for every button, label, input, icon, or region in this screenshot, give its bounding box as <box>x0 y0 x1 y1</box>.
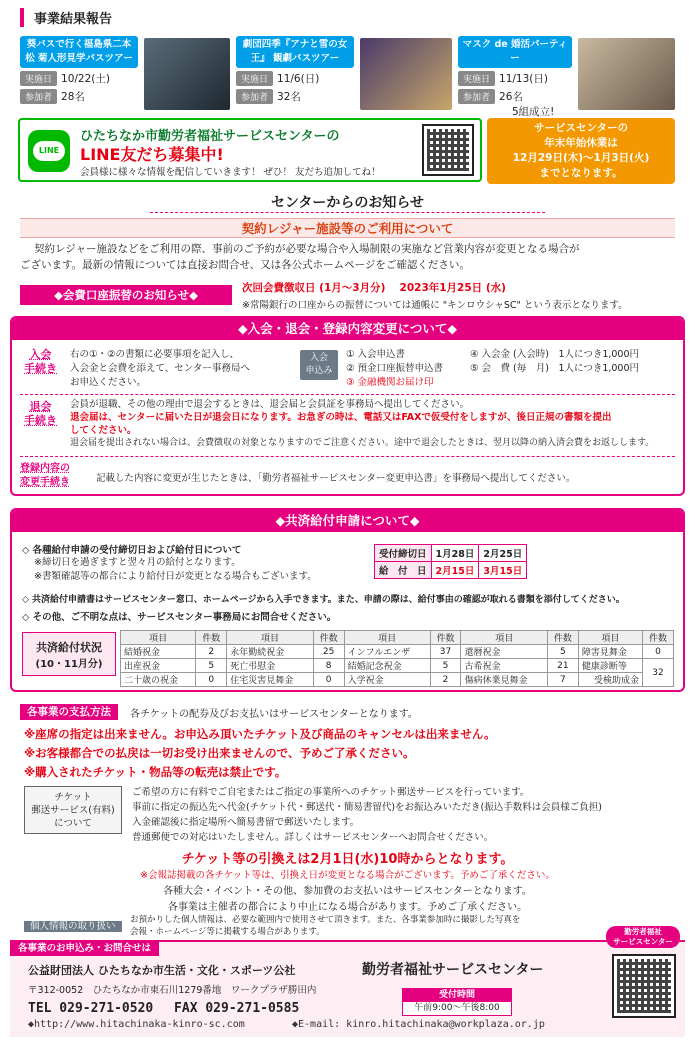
join-text-1: 右の①・②の書類に必要事項を記入し、 <box>70 349 240 360</box>
benefit-date-table <box>374 544 527 579</box>
doc-1: ① 入会申込書 <box>346 349 406 360</box>
count: 5 <box>547 645 578 659</box>
line-title-1: ひたちなか市勤労者福祉サービスセンターの <box>80 129 340 144</box>
event-date: 11/13(日) <box>499 73 548 85</box>
item: 結婚記念祝金 <box>344 659 430 673</box>
apply-tag <box>300 350 338 380</box>
count-label: 参加者 <box>458 89 495 104</box>
svc-text-1: ご希望の方に有料でご自宅またはご指定の事業所へのチケット郵送サービスを行っています。 <box>132 787 530 798</box>
date-label: 実施日 <box>458 71 495 86</box>
deadline-1: 1月28日 <box>431 545 479 562</box>
svc-2: 郵送サービス(有料) <box>31 805 115 816</box>
table-row <box>121 645 674 659</box>
note-2: 各事業は主催者の都合により中止になる場合があります。予めご了承ください。 <box>167 902 528 913</box>
item: 障害見舞金 <box>578 645 642 659</box>
hours-value: 午前9:00～午後8:00 <box>414 1003 500 1013</box>
col-item: 項目 <box>121 631 196 645</box>
item: 受検助成金 <box>578 673 642 687</box>
count: 5 <box>430 659 461 673</box>
privacy-text-2: 会報・ホームページ等に掲載する場合があります。 <box>130 927 325 937</box>
count: 2 <box>430 673 461 687</box>
doc-3: ③ 金融機関お届け印 <box>346 377 434 388</box>
warning-2: ※お客様都合での払戻は一切お受け出来ませんので、予めご了承ください。 <box>24 746 415 760</box>
item: 還暦祝金 <box>461 645 547 659</box>
hours-box <box>402 988 512 1016</box>
leave-label <box>24 400 57 428</box>
event-card-1 <box>20 36 138 104</box>
item: 入学祝金 <box>344 673 430 687</box>
benefit-b3: ◇ その他、ご不明な点は、サービスセンター事務局にお問合せください。 <box>22 612 337 623</box>
count: 25 <box>313 645 344 659</box>
item: 出産祝金 <box>121 659 196 673</box>
deadline-header: 受付締切日 <box>375 545 432 562</box>
event-name: 劇団四季『アナと雪の女王』 観劇バスツアー <box>236 36 354 68</box>
event-card-2 <box>236 36 354 104</box>
join-label-1: 入会 <box>29 348 52 361</box>
col-item: 項目 <box>227 631 313 645</box>
change-text: 記載した内容に変更が生じたときは、「勤労者福祉サービスセンター変更申込書」を事務局へ提出してください。 <box>96 473 576 484</box>
exchange-note: ※会報誌掲載の各チケット等は、引換え日が変更となる場合がございます。予めご了承ください。 <box>140 870 555 881</box>
count: 2 <box>196 645 227 659</box>
privacy-section <box>24 919 122 934</box>
org-name: 勤労者福祉サービスセンター <box>362 962 544 978</box>
benefit-b2: ◇ 共済給付申請書はサービスセンター窓口、ホームページから入手できます。また、申請の際は、給付事由の確認が取れる書類を添付してください。 <box>22 595 625 605</box>
event-count: 32名 <box>277 91 301 103</box>
count: 0 <box>196 673 227 687</box>
notice-title: センターからのお知らせ <box>270 195 425 211</box>
pay-header: 給 付 日 <box>375 562 432 579</box>
line-logo <box>28 130 70 172</box>
count: 7 <box>547 673 578 687</box>
fee-item-1: ④ 入会金 (入会時) 1人につき1,000円 <box>470 349 640 360</box>
count: 8 <box>313 659 344 673</box>
svc-text-2: 事前に指定の振込先へ代金(チケット代・郵送代・簡易書留代)をお振込みいただき(振込手数料は会員様ご負担) <box>132 802 602 813</box>
svc-3: について <box>54 818 92 829</box>
benefit-b1a: ※締切日を過ぎますと翌々月の給付となります。 <box>34 557 241 568</box>
warning-3: ※購入されたチケット・物品等の転売は禁止です。 <box>24 765 287 779</box>
col-item: 項目 <box>578 631 642 645</box>
membership-box <box>10 316 685 496</box>
col-item: 項目 <box>461 631 547 645</box>
event-count: 28名 <box>61 91 85 103</box>
leave-text-3: してください。 <box>70 425 137 436</box>
fee-date: 次回会費徴収日 (1月～3月分) 2023年1月25日 (水) <box>242 282 506 294</box>
event-card-3 <box>458 36 572 119</box>
fee-list <box>470 348 639 376</box>
report-title: 事業結果報告 <box>20 8 112 27</box>
payment-intro: 各チケットの配券及びお支払いはサービスセンターとなります。 <box>130 708 418 720</box>
lease-title: 契約レジャー施設等のご利用について <box>20 218 675 238</box>
notice-divider <box>150 212 545 213</box>
count: 5 <box>196 659 227 673</box>
hours-label: 受付時間 <box>403 989 511 1002</box>
count-label: 参加者 <box>20 89 57 104</box>
svc-text-4: 普通郵便での対応はいたしません。詳しくはサービスセンターへお問合せください。 <box>132 832 494 843</box>
footer-head: 各事業のお申込み・お問合せは <box>10 942 159 956</box>
line-promo-box <box>18 118 482 182</box>
leave-text-4: 退会届を提出されない場合は、会費徴収の対象となりますのでご注意ください。途中で退会したときは、翌月以降の納入済会費をお返しします。 <box>70 438 655 448</box>
col-count: 件数 <box>547 631 578 645</box>
line-logo-text: LINE <box>33 141 65 161</box>
join-label <box>24 348 57 376</box>
footer-qr-code[interactable] <box>612 954 676 1018</box>
deadline-2: 2月25日 <box>479 545 527 562</box>
item: 傷病休業見舞金 <box>461 673 547 687</box>
table-row <box>121 673 674 687</box>
doc-list <box>346 348 443 390</box>
line-title-2: LINE友だち募集中! <box>80 145 224 164</box>
payment-heading <box>20 704 418 720</box>
change-label-1: 登録内容の <box>20 463 70 474</box>
event-photo-party <box>578 38 675 110</box>
privacy-text-1: お預かりした個人情報は、必要な範囲内で使用させて頂きます。また、各事業参加時に撮影した写真を <box>130 915 521 925</box>
leave-label-2: 手続き <box>24 414 57 427</box>
warning-1: ※座席の指定は出来ません。お申込み頂いたチケット及び商品のキャンセルは出来ません。 <box>24 727 496 741</box>
privacy-tag: 個人情報の取り扱い <box>24 921 122 932</box>
doc-2: ② 預金口座振替申込書 <box>346 363 444 374</box>
count: 0 <box>643 645 674 659</box>
event-date: 11/6(日) <box>277 73 320 85</box>
join-label-2: 手続き <box>24 362 57 375</box>
item: 古希祝金 <box>461 659 547 673</box>
date-label: 実施日 <box>20 71 57 86</box>
holiday-line-4: までとなります。 <box>539 167 623 179</box>
count: 21 <box>547 659 578 673</box>
badge-1: 勤労者福祉 <box>624 927 662 936</box>
leave-label-1: 退会 <box>29 400 52 413</box>
item: 二十歳の祝金 <box>121 673 196 687</box>
item: インフルエンザ <box>344 645 430 659</box>
item: 健康診断等 <box>578 659 642 673</box>
benefit-status-label <box>22 632 116 676</box>
holiday-line-2: 年末年始休業は <box>544 137 618 149</box>
badge-2: サービスセンター <box>613 937 673 946</box>
item: 永年勤続祝金 <box>227 645 313 659</box>
join-text-3: お申込ください。 <box>70 377 147 388</box>
count-label: 参加者 <box>236 89 273 104</box>
join-text <box>70 348 250 390</box>
pay-date-2: 3月15日 <box>479 562 527 579</box>
divider <box>20 394 675 395</box>
event-count: 26名 <box>499 91 523 103</box>
benefit-b1b: ※書類確認等の都合により給付日が変更となる場合もございます。 <box>34 571 317 582</box>
benefit-b1: ◇ 各種給付申請の受付締切日および給付日について <box>22 545 242 556</box>
fee-item-2: ⑤ 会 費 (毎 月) 1人につき1,000円 <box>470 363 640 374</box>
col-item: 項目 <box>344 631 430 645</box>
event-name: 葵バスで行く福島県二本松 菊人形見学バスツアー <box>20 36 138 68</box>
benefit-header: ◆共済給付申請について◆ <box>12 510 683 532</box>
center-badge <box>606 926 680 948</box>
membership-header: ◆入会・退会・登録内容変更について◆ <box>12 318 683 340</box>
divider <box>20 456 675 457</box>
change-label <box>20 462 70 490</box>
change-label-2: 変更手続き <box>20 477 70 488</box>
fee-tag: ◆会費口座振替のお知らせ◆ <box>20 285 232 305</box>
privacy-text <box>130 914 520 938</box>
benefit-status-table <box>120 630 674 687</box>
count: 0 <box>313 673 344 687</box>
note-1: 各種大会・イベント・その他、参加費のお支払いはサービスセンターとなります。 <box>163 886 532 897</box>
join-text-2: 入会金と会費を添えて、センター事務局へ <box>70 363 250 374</box>
email-link[interactable]: ◆E-mail: kinro.hitachinaka@workplaza.or.jp <box>292 1019 545 1030</box>
org-address: 〒312-0052 ひたちなか市東石川1279番地 ワークプラザ勝田内 <box>28 985 317 996</box>
col-count: 件数 <box>643 631 674 645</box>
mail-service-box <box>24 786 122 834</box>
event-photo-bus <box>144 38 230 110</box>
apply-tag-2: 申込み <box>305 366 333 376</box>
org-prefix: 公益財団法人 ひたちなか市生活・文化・スポーツ公社 <box>28 964 296 977</box>
count: 37 <box>430 645 461 659</box>
lease-text-1: 契約レジャー施設などをご利用の際、事前のご予約が必要な場合や入場制限の実施など営業内容が変更となる場合が <box>34 243 580 255</box>
event-photo-theater <box>360 38 452 110</box>
item: 死亡弔慰金 <box>227 659 313 673</box>
mail-service-text <box>132 785 682 845</box>
holiday-notice <box>487 118 675 184</box>
count: 32 <box>643 659 674 687</box>
benefit-box <box>10 508 685 692</box>
item: 結婚祝金 <box>121 645 196 659</box>
table-row <box>121 659 674 673</box>
org-tel-fax: TEL 029-271-0520 FAX 029-271-0585 <box>28 1001 300 1016</box>
line-qr-code[interactable] <box>422 124 474 176</box>
date-label: 実施日 <box>236 71 273 86</box>
pay-date-1: 2月15日 <box>431 562 479 579</box>
leave-text <box>70 398 678 450</box>
event-name: マスク de 婚活パーティー <box>458 36 572 68</box>
status-period: (10・11月分) <box>35 659 103 670</box>
svc-1: チケット <box>54 792 92 803</box>
leave-text-1: 会員が退職、その他の理由で退会するときは、退会届と会員証を事務局へ提出してください。 <box>70 399 470 410</box>
website-link[interactable]: ◆http://www.hitachinaka-kinro-sc.com <box>28 1019 245 1030</box>
item: 住宅災害見舞金 <box>227 673 313 687</box>
exchange-date: チケット等の引換えは2月1日(水)10時からとなります。 <box>181 852 514 867</box>
holiday-line-3: 12月29日(木)～1月3日(火) <box>512 152 650 164</box>
lease-text-2: ございます。最新の情報については直接お問合せ、又は各公式ホームページをご確認ください。 <box>20 259 470 271</box>
leave-text-2: 退会届は、センターに届いた日が退会日になります。お急ぎの時は、電話又はFAXで仮受付をしますが、後日正規の書類を提出 <box>70 412 612 423</box>
fee-note: ※常陽銀行の口座からの振替については通帳に "キンロウシャSC" という表示となります。 <box>242 300 628 311</box>
holiday-line-1: サービスセンターの <box>533 122 629 134</box>
apply-tag-1: 入会 <box>309 353 328 363</box>
col-count: 件数 <box>430 631 461 645</box>
payment-tag: 各事業の支払方法 <box>20 704 118 720</box>
event-extra: 5組成立! <box>512 106 555 118</box>
svc-text-3: 入金確認後に指定場所へ簡易書留で郵送いたします。 <box>132 817 360 828</box>
status-title: 共済給付状況 <box>36 641 102 654</box>
col-count: 件数 <box>313 631 344 645</box>
col-count: 件数 <box>196 631 227 645</box>
line-desc: 会員様に様々な情報を配信していきます！ ぜひ！ 友だち追加してね！ <box>80 167 381 178</box>
event-date: 10/22(土) <box>61 73 110 85</box>
